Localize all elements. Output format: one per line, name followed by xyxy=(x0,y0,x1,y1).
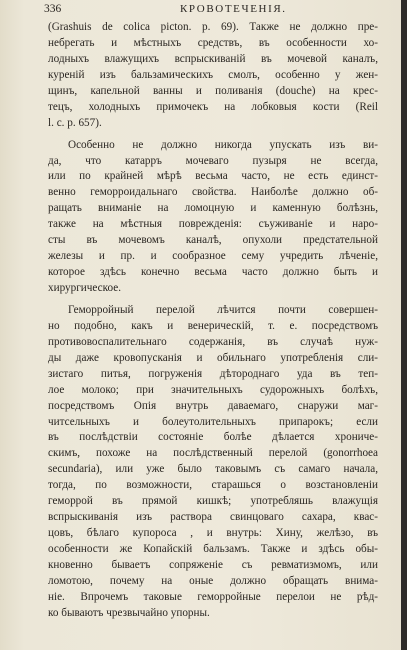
text-line: которое здѣсь конечно весьма часто должно быть и xyxy=(48,266,378,279)
text-line: ращать вниманіе на ломоцную и каменную болѣзнь, xyxy=(48,202,378,215)
text-line: но подобно, какъ и венерическій, т. е. посредствомъ xyxy=(48,319,378,332)
paragraph-1 xyxy=(48,20,378,132)
text-line: геморрой въ прямой кишкѣ; употребляшь влажущія xyxy=(48,495,378,508)
text-line: венно геморроидальнаго свойства. Наиболѣе должно об- xyxy=(48,186,378,199)
body-text xyxy=(48,20,378,622)
text-line: тогда, по возможности, старашься о возстановленіи xyxy=(48,479,378,492)
page-number: 336 xyxy=(44,3,62,15)
text-line: также на мѣстныя поврежденія: съуживаніе и наро- xyxy=(48,218,378,231)
text-line: лодныхъ влажущихъ вспрыскиваній въ мочевой каналъ, xyxy=(48,52,378,65)
paragraph-3 xyxy=(48,303,378,622)
text-line: l. c. p. 657). xyxy=(48,116,102,129)
text-line: хирургическое. xyxy=(48,282,121,294)
text-line: ды даже кровопусканія и обильнаго употребленія сли- xyxy=(48,351,378,364)
text-line: (Grashuis de colica picton. p. 69). Также не должно пре- xyxy=(48,21,378,33)
text-line: зистаго питья, погруженія дѣтороднаго уда въ теп- xyxy=(48,367,378,380)
text-line: кновенно бываетъ сопряженіе съ ревматизмомъ, или xyxy=(48,558,378,571)
text-line: Особенно не должно никогда упускать изъ ви- xyxy=(68,138,378,151)
text-line: въ послѣдствіи состояніе болѣе дѣлается хрониче- xyxy=(48,431,378,444)
text-line: или по крайней мѣрѣ весьма часто, не есть единст- xyxy=(48,170,378,183)
text-line: противовоспалительнаго содержанія, въ случаѣ нуж- xyxy=(48,335,378,348)
text-line: куреній изъ бальзамическихъ смолъ, особенно у жен- xyxy=(48,68,378,81)
text-line: читсельныхъ и болеутолительныхъ припарокъ; если xyxy=(48,415,378,428)
text-line: сты въ мочевомъ каналѣ, опухоли предстательной xyxy=(48,234,378,247)
text-line: скимъ, похоже на послѣдственный перелой (gonorrhoea xyxy=(48,447,378,460)
text-line: щинъ, капельной ванны и поливанія (douche) на крес- xyxy=(48,84,378,97)
text-line: вспрыскиванія изъ раствора свинцоваго сахара, квас- xyxy=(48,511,378,524)
text-line: тецъ, холодныхъ примочекъ на лобковыя кости (Reil xyxy=(48,100,378,113)
paragraph-2 xyxy=(48,138,378,297)
text-line: secundaria), или уже было таковымъ съ самаго начала, xyxy=(48,463,378,476)
text-line: особенности же Копайскій бальзамъ. Также и здѣсь обы- xyxy=(48,543,378,555)
text-line: ко бываютъ чрезвычайно упорны. xyxy=(48,606,210,619)
text-line: ніе. Впрочемъ таковые геморройные перелои не рѣд- xyxy=(48,590,378,603)
scan-edge xyxy=(401,0,407,650)
text-line: лое молоко; при значительныхъ судорожныхъ болѣхъ, xyxy=(48,383,378,396)
text-line: железы и пр. и сообразное сему учредить лѣченіе, xyxy=(48,250,378,263)
text-line: ломотою, почему на оные должно обращать внима- xyxy=(48,574,378,587)
text-line: Геморройный перелой лѣчится почти совершен- xyxy=(68,303,378,316)
page-header xyxy=(44,3,384,19)
text-line: да, что катарръ мочеваго пузыря не всегда, xyxy=(48,154,378,167)
text-line: цовъ, бѣлаго купороса , и внутрь: Хину, желѣзо, въ xyxy=(48,527,378,540)
running-title: КРОВОТЕЧЕНІЯ. xyxy=(180,3,287,15)
text-line: посредствомъ Опія внутрь даваемаго, снаружи маг- xyxy=(48,399,378,412)
text-line: небрегать и мѣстныхъ средствъ, въ особенности хо- xyxy=(48,36,378,49)
